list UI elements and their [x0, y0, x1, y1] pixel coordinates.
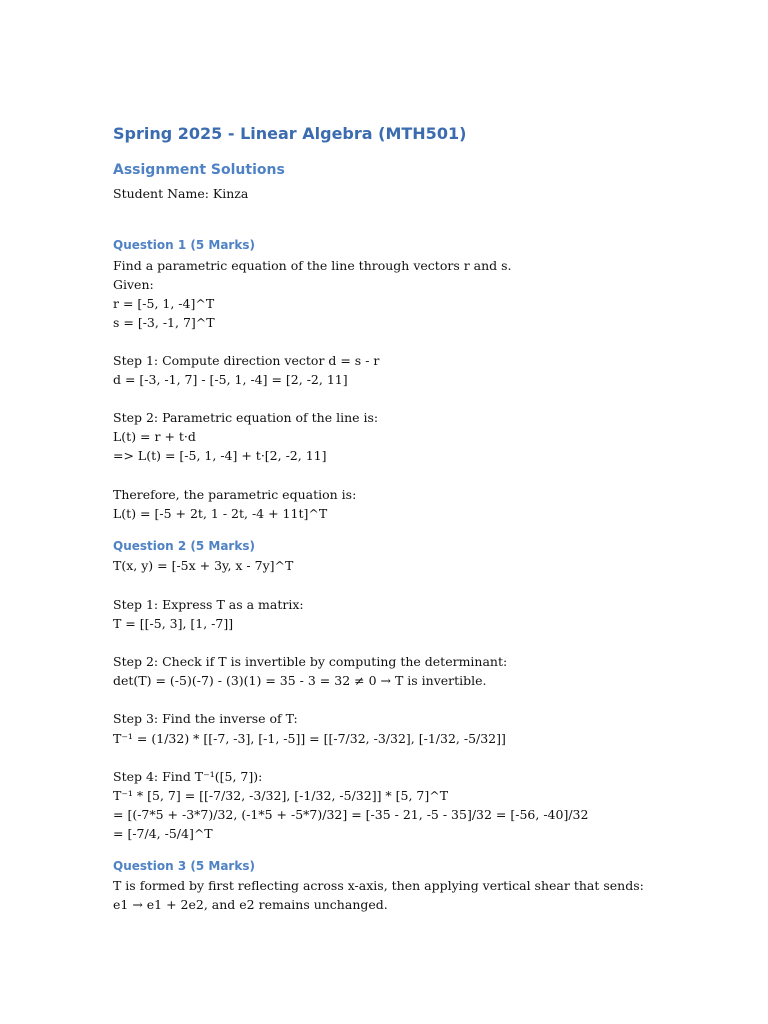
q1-line: Given:	[113, 277, 154, 292]
q2-line: Step 1: Express T as a matrix:	[113, 597, 304, 612]
q1-line: d = [-3, -1, 7] - [-5, 1, -4] = [2, -2, 11]	[113, 372, 348, 387]
q2-line: = [-7/4, -5/4]^T	[113, 826, 213, 841]
q1-line: r = [-5, 1, -4]^T	[113, 296, 215, 311]
q2-line: T⁻¹ * [5, 7] = [[-7/32, -3/32], [-1/32, -5/32]] * [5, 7]^T	[113, 788, 449, 803]
q1-line: L(t) = r + t·d	[113, 429, 196, 444]
q1-line: Find a parametric equation of the line through vectors r and s.	[113, 258, 512, 273]
q2-line: Step 3: Find the inverse of T:	[113, 711, 298, 726]
q3-line: e1 → e1 + 2e2, and e2 remains unchanged.	[113, 897, 388, 912]
student-name: Student Name: Kinza	[113, 186, 249, 201]
document-subtitle: Assignment Solutions	[113, 162, 285, 178]
q2-line: Step 4: Find T⁻¹([5, 7]):	[113, 769, 263, 784]
q1-line: Step 2: Parametric equation of the line is:	[113, 410, 379, 425]
q2-line: = [(-7*5 + -3*7)/32, (-1*5 + -5*7)/32] = [-35 - 21, -5 - 35]/32 = [-56, -40]/32	[113, 807, 589, 822]
q1-line: L(t) = [-5 + 2t, 1 - 2t, -4 + 11t]^T	[113, 506, 328, 521]
q1-line: => L(t) = [-5, 1, -4] + t·[2, -2, 11]	[113, 448, 327, 463]
q1-line: Step 1: Compute direction vector d = s - r	[113, 353, 380, 368]
q2-line: T = [[-5, 3], [1, -7]]	[113, 616, 234, 631]
q1-line: s = [-3, -1, 7]^T	[113, 315, 215, 330]
q2-line: det(T) = (-5)(-7) - (3)(1) = 35 - 3 = 32 ≠ 0 → T is invertible.	[113, 673, 487, 688]
q2-line: Step 2: Check if T is invertible by computing the determinant:	[113, 654, 508, 669]
document-title: Spring 2025 - Linear Algebra (MTH501)	[113, 124, 467, 143]
question-3-heading: Question 3 (5 Marks)	[113, 859, 255, 873]
q1-line: Therefore, the parametric equation is:	[113, 487, 357, 502]
q2-line: T(x, y) = [-5x + 3y, x - 7y]^T	[113, 558, 294, 573]
question-1-heading: Question 1 (5 Marks)	[113, 238, 255, 252]
question-2-heading: Question 2 (5 Marks)	[113, 539, 255, 553]
q3-line: T is formed by first reflecting across x-axis, then applying vertical shear that sends:	[113, 878, 644, 893]
q2-line: T⁻¹ = (1/32) * [[-7, -3], [-1, -5]] = [[-7/32, -3/32], [-1/32, -5/32]]	[113, 731, 506, 746]
